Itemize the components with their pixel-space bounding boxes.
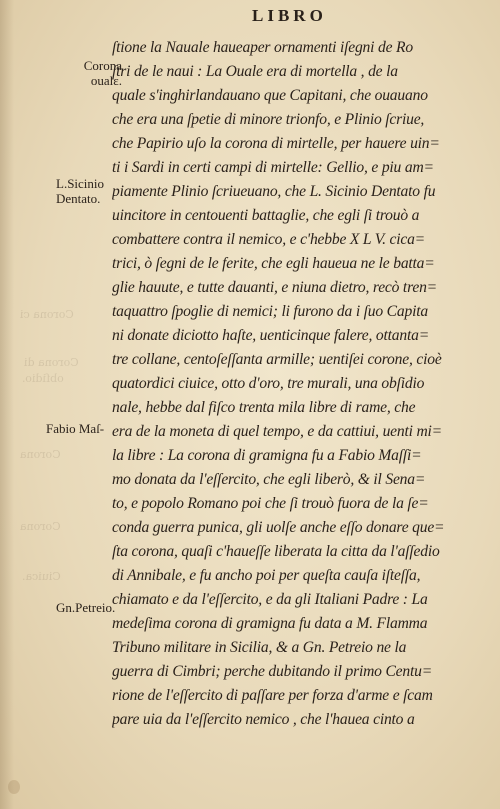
margin-note-gn-petreio: Gn.Petreio. [56, 600, 116, 615]
running-head: LIBRO [252, 6, 327, 25]
text-line: ti i Sardi in certi campi di mirtelle: Gellio, e piu am= [112, 159, 434, 176]
text-line: di Annibale, e fu ancho poi per queſta cauſa iſteſſa, [112, 567, 421, 584]
text-line: combattere contra il nemico, e c'hebbe X L V. cica= [112, 231, 425, 248]
text-line: uincitore in centouenti battaglie, che egli ſi trouò a [112, 207, 420, 224]
text-line: to, e popolo Romano poi che ſi trouò fuora de la ſe= [112, 495, 429, 512]
text-line: trici, ò ſegni de le ferite, che egli haueua ne le batta= [112, 255, 435, 272]
margin-note-sicinio-dentato: L.Sicinio Dentato. [56, 176, 105, 206]
text-line: ni donate diciotto haſte, uenticinque falere, ottanta= [112, 327, 430, 344]
text-line: ſtione la Nauale haueaper ornamenti iſegni de Ro [112, 39, 413, 56]
text-line: che era una ſpetie di minore trionfo, e Plinio ſcriue, [112, 111, 425, 128]
text-line: quatordici ciuice, otto d'oro, tre murali, una obſidio [112, 375, 425, 392]
text-line: conda guerra punica, gli uolſe anche eſſo donare que= [112, 519, 445, 536]
margin-note-corona-ouale: Corona oualε. [83, 58, 122, 88]
text-line: tre collane, centoſeſſanta armille; uentiſei corone, cioè [112, 351, 442, 368]
paper-stain [8, 780, 20, 794]
text-line: piamente Plinio ſcriueuano, che L. Sicinio Dentato fu [112, 183, 436, 200]
text-line: ſtri de le naui : La Ouale era di mortella , de la [112, 63, 398, 80]
text-line: quale s'inghirlandauano que Capitani, che ouauano [112, 87, 428, 104]
text-line: era de la moneta di quel tempo, e da cattiui, uenti mi= [112, 423, 442, 440]
text-line: ſta corona, quaſi c'haueſſe liberata la citta da l'aſſedio [112, 543, 440, 560]
margin-note-fabio-massimo: Fabio Maſ- [46, 421, 105, 436]
text-line: rione de l'eſſercito di paſſare per forza d'arme e ſcam [112, 687, 433, 704]
body-text [112, 36, 474, 732]
text-line: Tribuno militare in Sicilia, & a Gn. Petreio ne la [112, 639, 407, 656]
text-line: pare uia da l'eſſercito nemico , che l'hauea cinto a [112, 711, 415, 728]
text-line: che Papirio uſo la corona di mirtelle, per hauere uin= [112, 135, 440, 152]
text-line: guerra di Cimbri; perche dubitando il primo Centu= [112, 663, 433, 680]
text-line: mo donata da l'eſſercito, che egli liberò, & il Sena= [112, 471, 426, 488]
text-line: taquattro ſpoglie di nemici; li furono da i ſuo Capita [112, 303, 428, 320]
text-line: medeſima corona di gramigna fu data a M. Flamma [112, 615, 428, 632]
text-line: chiamato e da l'eſſercito, e da gli Italiani Padre : La [112, 591, 428, 608]
bleed-through-text: Corona ci Corona di obſidio. Corona Corona Ciuica. [20, 308, 79, 583]
text-line: la libre : La corona di gramigna fu a Fabio Maſſi= [112, 447, 422, 464]
text-line: nale, hebbe dal fiſco trenta mila libre di rame, che [112, 399, 416, 416]
text-line: glie hauute, e tutte dauanti, e niuna dietro, recò tren= [112, 279, 437, 296]
